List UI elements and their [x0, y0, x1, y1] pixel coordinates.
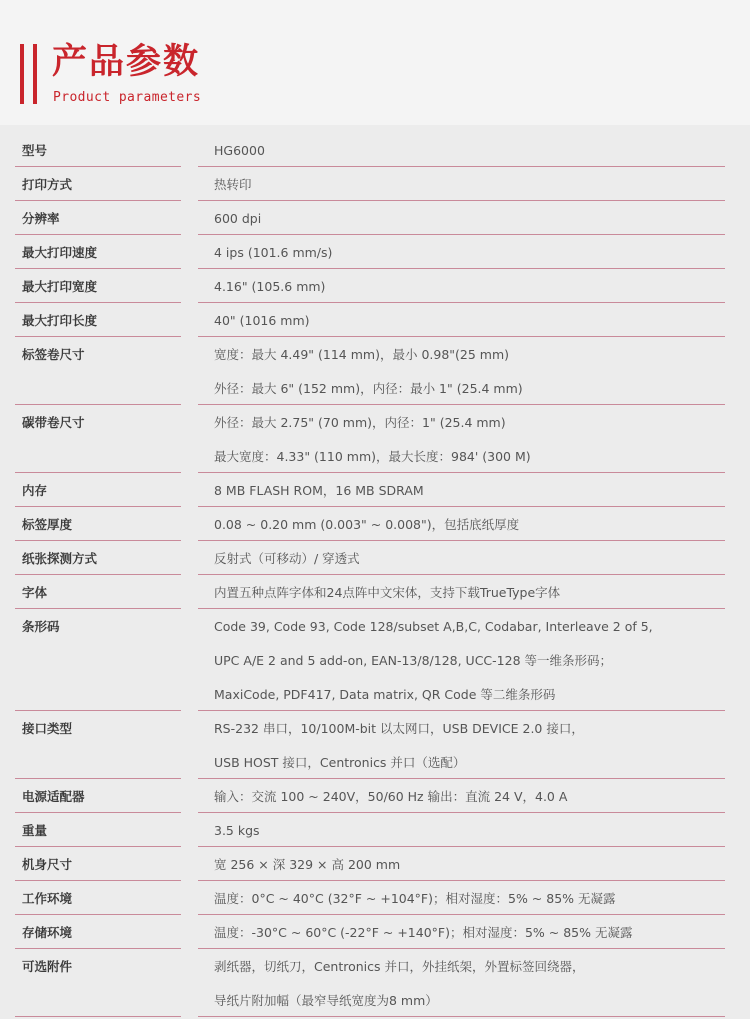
spec-label: 标签卷尺寸: [22, 347, 85, 362]
spec-value-line: [0, 711, 750, 745]
spec-value-line: [0, 269, 750, 303]
spec-value-line: [0, 677, 750, 711]
spec-value: HG6000: [214, 142, 265, 158]
spec-value-line: [0, 303, 750, 337]
spec-value: 3.5 kgs: [214, 822, 260, 838]
spec-value: UPC A/E 2 and 5 add-on, EAN-13/8/128, UCC-128 等一维条形码；: [214, 653, 612, 668]
spec-value: 导纸片附加幅（最窄导纸宽度为8 mm）: [214, 993, 438, 1008]
spec-value-line: [0, 575, 750, 609]
row-divider: [15, 1016, 181, 1017]
spec-row: [0, 201, 750, 235]
spec-value-line: [0, 201, 750, 235]
spec-value-line: [0, 643, 750, 677]
page-title: 产品参数: [52, 42, 201, 82]
spec-value: 600 dpi: [214, 210, 262, 226]
spec-value: 4 ips (101.6 mm/s): [214, 244, 333, 260]
spec-row: [0, 847, 750, 881]
spec-row: [0, 405, 750, 473]
spec-value: 热转印: [214, 177, 252, 192]
row-divider: [198, 1016, 725, 1017]
spec-value-line: [0, 337, 750, 371]
spec-row: [0, 167, 750, 201]
header: [0, 0, 750, 125]
spec-value: 40" (1016 mm): [214, 312, 310, 328]
spec-label: 电源适配器: [22, 789, 85, 804]
accent-bar-right: [33, 44, 37, 104]
spec-value-line: [0, 167, 750, 201]
spec-label: 碳带卷尺寸: [22, 415, 85, 430]
spec-value-line: [0, 235, 750, 269]
spec-value-line: [0, 779, 750, 813]
spec-value-line: [0, 507, 750, 541]
spec-row: [0, 813, 750, 847]
spec-label: 接口类型: [22, 721, 73, 736]
spec-value: 外径：最大 2.75" (70 mm)，内径：1" (25.4 mm): [214, 415, 506, 430]
spec-value: 温度：-30°C ~ 60°C (-22°F ~ +140°F)；相对湿度：5% ~ 85% 无凝露: [214, 925, 633, 940]
spec-value-line: [0, 405, 750, 439]
spec-row: [0, 235, 750, 269]
spec-value-line: [0, 745, 750, 779]
spec-value: 外径：最大 6" (152 mm)，内径：最小 1" (25.4 mm): [214, 381, 523, 396]
spec-row: [0, 473, 750, 507]
spec-row: [0, 575, 750, 609]
accent-bar-left: [20, 44, 24, 104]
spec-label: 分辨率: [22, 211, 60, 226]
spec-label: 最大打印宽度: [22, 279, 98, 294]
spec-label: 字体: [22, 585, 48, 600]
spec-row: [0, 949, 750, 1017]
spec-label: 存储环境: [22, 925, 73, 940]
spec-value-line: [0, 915, 750, 949]
spec-value: 反射式（可移动）/ 穿透式: [214, 551, 360, 566]
spec-label: 可选附件: [22, 959, 73, 974]
spec-value: Code 39, Code 93, Code 128/subset A,B,C, Codabar, Interleave 2 of 5,: [214, 618, 653, 634]
spec-row: [0, 303, 750, 337]
spec-label: 条形码: [22, 619, 60, 634]
spec-label: 标签厚度: [22, 517, 73, 532]
spec-row: [0, 269, 750, 303]
spec-label: 工作环境: [22, 891, 73, 906]
spec-label: 最大打印长度: [22, 313, 98, 328]
spec-label: 打印方式: [22, 177, 73, 192]
spec-label: 型号: [22, 143, 48, 158]
spec-value-line: [0, 983, 750, 1017]
spec-label: 内存: [22, 483, 48, 498]
spec-value: 4.16" (105.6 mm): [214, 278, 326, 294]
spec-row: [0, 133, 750, 167]
spec-value: 输入：交流 100 ~ 240V，50/60 Hz 输出：直流 24 V，4.0 A: [214, 789, 568, 804]
spec-value: MaxiCode, PDF417, Data matrix, QR Code 等二维条形码: [214, 687, 556, 702]
spec-row: [0, 881, 750, 915]
spec-label: 机身尺寸: [22, 857, 73, 872]
spec-value: 温度：0°C ~ 40°C (32°F ~ +104°F)；相对湿度：5% ~ 85% 无凝露: [214, 891, 616, 906]
spec-value: 8 MB FLASH ROM，16 MB SDRAM: [214, 483, 424, 498]
spec-label: 重量: [22, 823, 48, 838]
spec-value-line: [0, 813, 750, 847]
spec-row: [0, 337, 750, 405]
spec-label: 最大打印速度: [22, 245, 98, 260]
spec-value: USB HOST 接口，Centronics 并口（选配）: [214, 755, 466, 770]
spec-value: 最大宽度：4.33" (110 mm)，最大长度：984' (300 M): [214, 449, 531, 464]
spec-value: 宽 256 × 深 329 × 高 200 mm: [214, 857, 401, 872]
spec-value: 剥纸器，切纸刀，Centronics 并口，外挂纸架，外置标签回绕器，: [214, 959, 585, 974]
spec-row: [0, 711, 750, 779]
spec-value-line: [0, 473, 750, 507]
spec-value-line: [0, 371, 750, 405]
spec-value-line: [0, 847, 750, 881]
spec-value: 宽度：最大 4.49" (114 mm)，最小 0.98"(25 mm): [214, 347, 510, 362]
spec-value-line: [0, 439, 750, 473]
spec-label: 纸张探测方式: [22, 551, 98, 566]
page-subtitle: Product parameters: [53, 90, 202, 105]
spec-row: [0, 779, 750, 813]
spec-value-line: [0, 609, 750, 643]
spec-value-line: [0, 133, 750, 167]
spec-row: [0, 507, 750, 541]
spec-value: 0.08 ~ 0.20 mm (0.003" ~ 0.008")，包括底纸厚度: [214, 517, 520, 532]
spec-value-line: [0, 949, 750, 983]
spec-value-line: [0, 881, 750, 915]
spec-row: [0, 915, 750, 949]
spec-value-line: [0, 541, 750, 575]
spec-row: [0, 541, 750, 575]
spec-row: [0, 609, 750, 711]
spec-value: 内置五种点阵字体和24点阵中文宋体，支持下载TrueType字体: [214, 585, 561, 600]
spec-table: [0, 133, 750, 1017]
spec-value: RS-232 串口，10/100M-bit 以太网口，USB DEVICE 2.0 接口，: [214, 721, 584, 736]
